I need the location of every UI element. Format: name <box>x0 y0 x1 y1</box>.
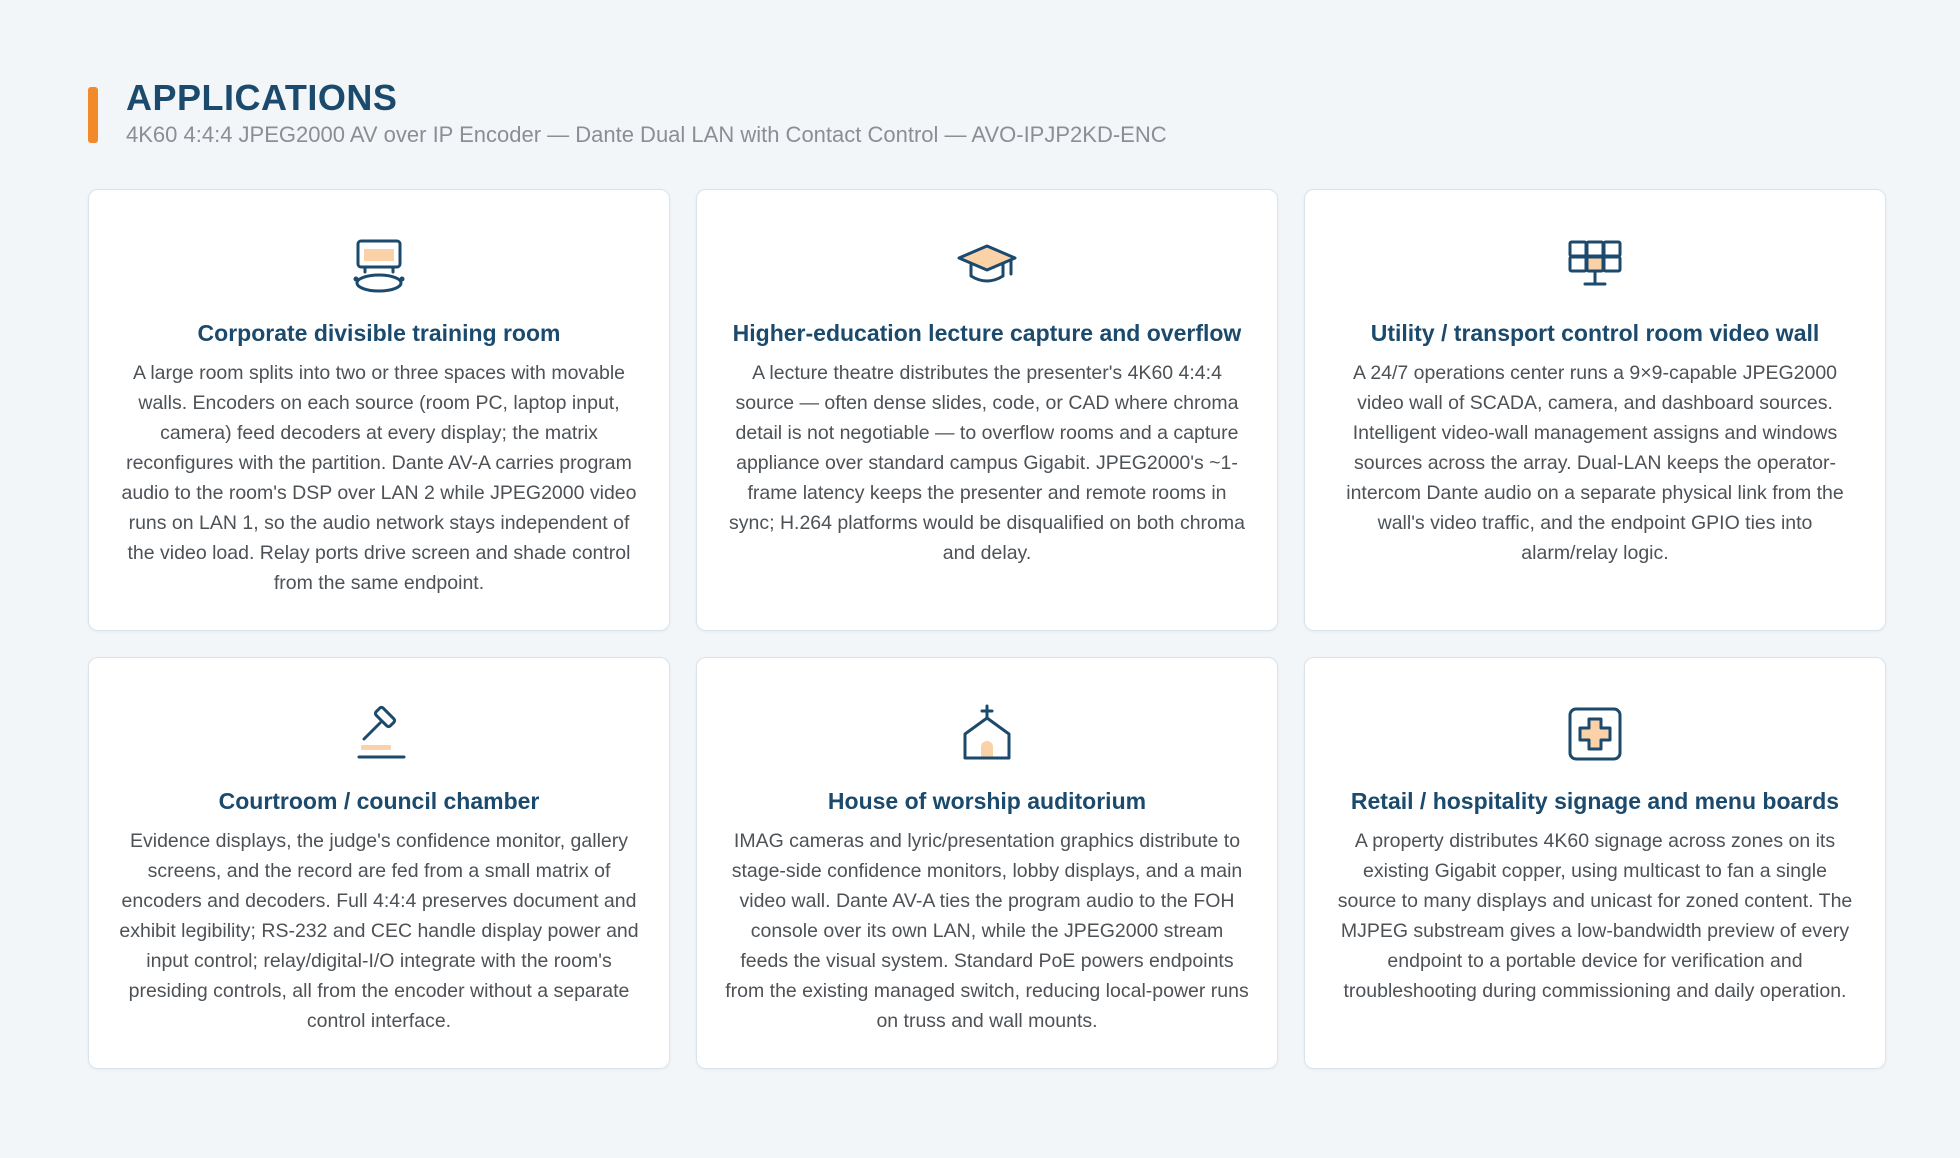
card-description: Evidence displays, the judge's confidence monitor, gallery screens, and the record are fed from a small matrix of encoders and decoders. Full 4:4:4 preserves document and exhibit legibility; RS-232 and CEC handle display power and input control; relay/digital-I/O integrate with the room's presiding controls, all from the encoder without a separate control interface. <box>119 830 639 1032</box>
card-title: Utility / transport control room video wall <box>1370 320 1820 346</box>
card-description: A property distributes 4K60 signage across zones on its existing Gigabit copper, using multicast to fan a single source to many displays and unicast for zoned content. The MJPEG substream gives a low-bandwidth preview of every endpoint to a portable device for verification and troubleshooting during commissioning and daily operation. <box>1337 830 1853 1002</box>
card-title: Corporate divisible training room <box>197 320 561 346</box>
card-title: Retail / hospitality signage and menu boards <box>1350 788 1840 814</box>
medical-cross-icon <box>1565 704 1625 764</box>
graduation-cap-icon <box>957 236 1017 296</box>
page-subtitle: 4K60 4:4:4 JPEG2000 AV over IP Encoder — Dante Dual LAN with Contact Control — AVO-IPJP2KD-ENC <box>126 122 1167 147</box>
application-card-control-room <box>1304 189 1886 631</box>
card-title: Higher-education lecture capture and overflow <box>732 320 1242 346</box>
application-card-higher-education <box>696 189 1278 631</box>
card-description: A 24/7 operations center runs a 9×9-capable JPEG2000 video wall of SCADA, camera, and dashboard sources. Intelligent video-wall management assigns and windows sources across the array. Dual-LAN keeps the operator-intercom Dante audio on a separate physical link from the wall's video traffic, and the endpoint GPIO ties into alarm/relay logic. <box>1346 362 1844 564</box>
card-title: House of worship auditorium <box>827 788 1147 814</box>
application-card-courtroom <box>88 657 670 1069</box>
card-title: Courtroom / council chamber <box>218 788 540 814</box>
card-description: IMAG cameras and lyric/presentation graphics distribute to stage-side confidence monitors, lobby displays, and a main video wall. Dante AV-A ties the program audio to the FOH console over its own LAN, while the JPEG2000 stream feeds the visual system. Standard PoE powers endpoints from the existing managed switch, reducing local-power runs on truss and wall mounts. <box>725 830 1249 1032</box>
gavel-icon <box>349 704 409 764</box>
card-description: A large room splits into two or three spaces with movable walls. Encoders on each source (room PC, laptop input, camera) feed decoders at every display; the matrix reconfigures with the partition. Dante AV-A carries program audio to the room's DSP over LAN 2 while JPEG2000 video runs on LAN 1, so the audio network stays independent of the video load. Relay ports drive screen and shade control from the same endpoint. <box>121 362 637 594</box>
page-title: APPLICATIONS <box>126 77 398 118</box>
video-wall-icon <box>1565 236 1625 296</box>
application-card-corporate-training <box>88 189 670 631</box>
application-card-house-of-worship <box>696 657 1278 1069</box>
applications-grid <box>88 189 1888 1069</box>
application-card-retail-signage <box>1304 657 1886 1069</box>
card-description: A lecture theatre distributes the presenter's 4K60 4:4:4 source — often dense slides, code, or CAD where chroma detail is not negotiable — to overflow rooms and a capture appliance over standard campus Gigabit. JPEG2000's ~1-frame latency keeps the presenter and remote rooms in sync; H.264 platforms would be disqualified on both chroma and delay. <box>729 362 1245 564</box>
header-accent-bar <box>88 87 98 143</box>
conference-room-icon <box>349 236 409 296</box>
chapel-icon <box>957 704 1017 764</box>
